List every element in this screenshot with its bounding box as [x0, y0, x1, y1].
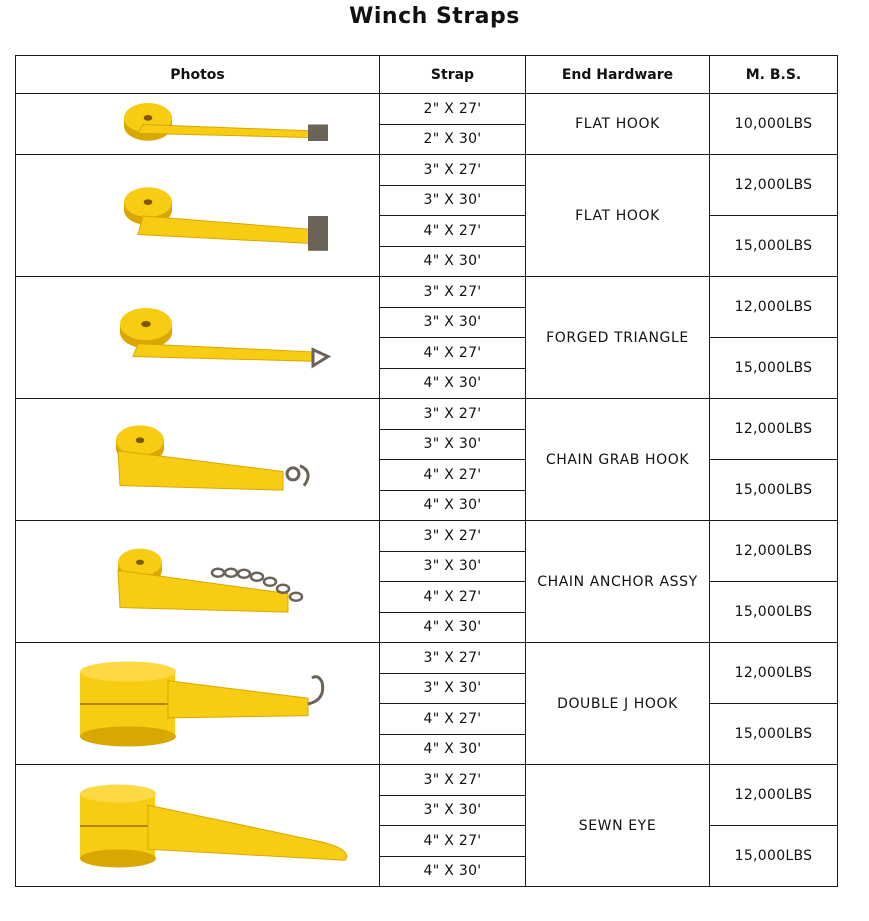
end-hardware-cell: CHAIN ANCHOR ASSY — [526, 521, 710, 643]
strap-size-cell: 4" X 27' — [380, 460, 526, 491]
page-title: Winch Straps — [349, 4, 520, 29]
mbs-cell: 15,000LBS — [710, 826, 838, 887]
strap-header: Strap — [380, 56, 526, 94]
table-row — [16, 521, 838, 552]
end-hardware-cell: FLAT HOOK — [526, 94, 710, 155]
mbs-cell: 12,000LBS — [710, 277, 838, 338]
strap-size-cell: 4" X 27' — [380, 338, 526, 369]
chain-grab-hook-strap-photo — [16, 399, 380, 521]
end-hardware-cell: FORGED TRIANGLE — [526, 277, 710, 399]
mbs-cell: 12,000LBS — [710, 643, 838, 704]
strap-size-cell: 2" X 27' — [380, 94, 526, 125]
table-row — [16, 643, 838, 674]
strap-size-cell: 3" X 27' — [380, 765, 526, 796]
mbs-cell: 15,000LBS — [710, 338, 838, 399]
strap-size-cell: 3" X 30' — [380, 673, 526, 704]
strap-size-cell: 3" X 27' — [380, 399, 526, 430]
strap-size-cell: 4" X 30' — [380, 734, 526, 765]
strap-size-cell: 4" X 27' — [380, 582, 526, 613]
end-hardware-cell: DOUBLE J HOOK — [526, 643, 710, 765]
strap-size-cell: 4" X 30' — [380, 612, 526, 643]
strap-size-cell: 4" X 30' — [380, 368, 526, 399]
strap-size-cell: 4" X 30' — [380, 490, 526, 521]
mbs-cell: 12,000LBS — [710, 521, 838, 582]
strap-size-cell: 3" X 27' — [380, 277, 526, 308]
winch-straps-table — [15, 55, 838, 887]
strap-size-cell: 4" X 27' — [380, 216, 526, 247]
mbs-cell: 10,000LBS — [710, 94, 838, 155]
end-hardware-cell: CHAIN GRAB HOOK — [526, 399, 710, 521]
strap-size-cell: 4" X 30' — [380, 246, 526, 277]
sewn-eye-strap-photo — [16, 765, 380, 887]
strap-size-cell: 3" X 27' — [380, 521, 526, 552]
end-hardware-cell: SEWN EYE — [526, 765, 710, 887]
strap-size-cell: 3" X 30' — [380, 795, 526, 826]
chain-anchor-strap-photo — [16, 521, 380, 643]
strap-size-cell: 2" X 30' — [380, 124, 526, 155]
flat-hook-strap-photo — [16, 155, 380, 277]
table-row — [16, 765, 838, 796]
end-hardware-cell: FLAT HOOK — [526, 155, 710, 277]
photos-header: Photos — [16, 56, 380, 94]
mbs-cell: 12,000LBS — [710, 155, 838, 216]
strap-size-cell: 3" X 30' — [380, 551, 526, 582]
strap-size-cell: 3" X 27' — [380, 643, 526, 674]
table-row — [16, 94, 838, 125]
mbs-cell: 15,000LBS — [710, 460, 838, 521]
forged-triangle-strap-photo — [16, 277, 380, 399]
mbs-header: M. B.S. — [710, 56, 838, 94]
mbs-cell: 12,000LBS — [710, 765, 838, 826]
mbs-cell: 15,000LBS — [710, 704, 838, 765]
table-row — [16, 155, 838, 186]
strap-size-cell: 3" X 30' — [380, 429, 526, 460]
table-body — [16, 94, 838, 887]
strap-size-cell: 4" X 27' — [380, 704, 526, 735]
mbs-cell: 12,000LBS — [710, 399, 838, 460]
mbs-cell: 15,000LBS — [710, 582, 838, 643]
strap-size-cell: 4" X 30' — [380, 856, 526, 887]
strap-size-cell: 4" X 27' — [380, 826, 526, 857]
table-row — [16, 399, 838, 430]
table-header-row — [16, 56, 838, 94]
strap-size-cell: 3" X 30' — [380, 185, 526, 216]
mbs-cell: 15,000LBS — [710, 216, 838, 277]
table-row — [16, 277, 838, 308]
hardware-header: End Hardware — [526, 56, 710, 94]
flat-hook-strap-photo — [16, 94, 380, 155]
strap-size-cell: 3" X 27' — [380, 155, 526, 186]
strap-size-cell: 3" X 30' — [380, 307, 526, 338]
double-j-hook-strap-photo — [16, 643, 380, 765]
